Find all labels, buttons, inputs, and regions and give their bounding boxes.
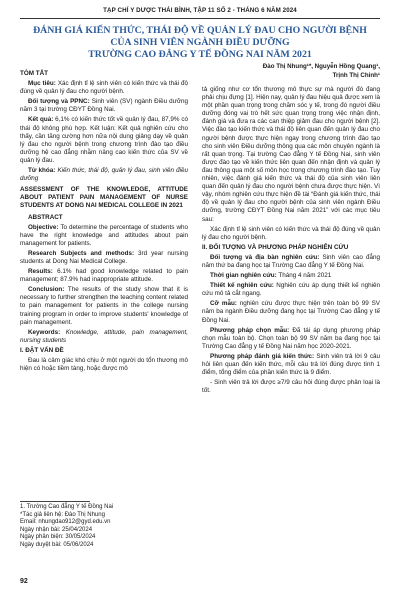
results-vi [20, 116, 188, 165]
label: Thời gian nghiên cứu: [210, 272, 277, 280]
english-title: ASSESSMENT OF THE KNOWLEDGE, ATTITUDE ABOUT PATIENT PAIN MANAGEMENT OF NURSE STUDENTS AT DONG NAI MEDICAL COLLEGE IN 2021 [20, 186, 188, 210]
label: Từ khóa: [28, 167, 56, 175]
label: Objective: [28, 223, 59, 231]
keywords-en [20, 329, 188, 345]
label: Mục tiêu: [28, 80, 56, 88]
title-line: TRƯỜNG CAO ĐẲNG Y TẾ ĐỒNG NAI NĂM 2021 [88, 49, 312, 60]
abstract-heading: ABSTRACT [28, 213, 63, 221]
authors-line: Đào Thị Nhung¹*, Nguyễn Hồng Quang¹, [262, 63, 380, 70]
label: Thiết kế nghiên cứu: [210, 282, 274, 290]
study-time [202, 272, 380, 280]
footnote: Ngày nhận bài: 25/04/2024 [20, 526, 93, 533]
text: Xác định tỉ lệ sinh viên có kiến thức và thái độ đúng về quản lý đau cho người bệnh. [20, 80, 188, 96]
text: Kiến thức, thái độ, quản lý đau, sinh viên điều dưỡng [20, 167, 188, 183]
keywords-vi [20, 167, 188, 183]
subjects [202, 254, 380, 270]
text: Sinh viên cao đẳng năm thứ ba đang học tại Trường Cao đẳng Y tế Đồng Nai. [202, 253, 380, 269]
label: Kết quả: [28, 116, 54, 124]
footnote-rule [20, 501, 90, 502]
text: 6,1% có kiến thức tốt về quản lý đau, 87,9% có thái độ không phù hợp. Kết luận: Kết quả nghiên cứu cho thấy, cần tăng cường hơn nữa nội dung giảng dạy về quản lý đau cho người bệnh trong chương trình đào tạo điều dưỡng hệ cao đẳng nhằm nâng cao kiến thức của SV về quản lý đau. [20, 116, 188, 164]
page-number: 92 [20, 578, 28, 585]
journal-header: TẠP CHÍ Y DƯỢC THÁI BÌNH, TẬP 11 SỐ 2 - THÁNG 6 NĂM 2024 [103, 7, 297, 14]
footnote: Ngày duyệt bài: 05/06/2024 [20, 541, 94, 548]
label: Phương pháp đánh giá kiến thức: [210, 352, 315, 360]
text: nghiên cứu được thực hiện trên toàn bộ 99 SV năm ba ngành Điều dưỡng đang học tại Trường Cao đẳng y tế Đồng Nai. [202, 300, 380, 324]
intro-continued: tả giống như cơ tổn thương mô thực sự mà người đó đang phải chịu đựng [1]. Hiện nay, quản lý đau hiệu quả được xem là một phần quan trọng trong chăm sóc y tế, trong đó người điều dưỡng đóng vai trò hết sức quan trọng trong việc nhận định, đánh giá và đưa ra các can thiệp giảm đau cho người bệnh [2]. Việc đào tạo kiến thức và thái độ liên quan đến quản lý đau cho người bệnh được thực hiện ngay trong chương trình đào tạo cho sinh viên Điều dưỡng thông qua các môn chuyên ngành là rất quan trọng. Tại trường Cao đẳng Y tế Đồng Nai, sinh viên được đào tạo về kiến thức liên quan đến nhận định và quản lý đau thông qua một số môn học trong chương trình đào tạo. Tuy nhiên, việc đánh giá kiến thức và thái độ của sinh viên liên quan đến quản lý đau cho người bệnh chưa được thực hiện. Vì vậy, nhóm nghiên cứu thực hiện đề tài “Đánh giá kiến thức, thái độ về quản lý đau cho người bệnh của sinh viên ngành Điều dưỡng, trường CĐYT Đồng Nai năm 2021” với các mục tiêu sau: [202, 86, 380, 223]
subjects-vi [20, 98, 188, 114]
objective-vi [20, 80, 188, 96]
text: To determine the percentage of students who have the right knowledge and attitudes about pain management for patients. [20, 223, 188, 247]
results-en [20, 268, 188, 284]
section-heading: I. ĐẶT VẤN ĐỀ [20, 346, 64, 354]
label: Keywords: [28, 328, 61, 336]
authors [215, 63, 380, 80]
sampling-method [202, 327, 380, 351]
footnote: Email: nhungdao912@gyd.edu.vn [20, 519, 111, 526]
intro-paragraph: Đau là cảm giác khó chịu ở một người do tổn thương mô hiện có hoặc tiềm tàng, hoặc được mô [20, 357, 188, 373]
text: Knowledge, attitude, pain management, nursing students [20, 328, 188, 344]
methods-en [20, 250, 188, 266]
label: Phương pháp chọn mẫu: [210, 326, 290, 334]
text: Nghiên cứu áp dụng thiết kế nghiên cứu mô tả cắt ngang. [202, 282, 380, 298]
sample-size [202, 300, 380, 324]
authors-line: Trịnh Thị Chinh¹ [332, 71, 380, 79]
summary-heading: TÓM TẮT [20, 70, 48, 77]
label: Đối tượng và địa bàn nghiên cứu: [210, 253, 320, 261]
title-line: ĐÁNH GIÁ KIẾN THỨC, THÁI ĐỘ VỀ QUẢN LÝ ĐAU CHO NGƯỜI BỆNH [33, 25, 367, 36]
study-objective: Xác định tỉ lệ sinh viên có kiến thức và thái độ đúng về quản lý đau cho người bệnh. [202, 225, 380, 241]
classification-rule: - Sinh viên trả lời được ≥7/9 câu hỏi đúng được phân loại là tốt. [202, 379, 380, 395]
section-heading: II. ĐỐI TƯỢNG VÀ PHƯƠNG PHÁP NGHIÊN CỨU [202, 243, 349, 251]
conclusion-en [20, 286, 188, 326]
text: The results of the study show that it is necessary to further strengthen the teaching content related to pain management for patients in the college nursing training program in order to improve students' knowledge of pain management. [20, 286, 188, 326]
footnote: Ngày phản biện: 30/05/2024 [20, 534, 96, 541]
footnotes [20, 504, 188, 550]
text: Sinh viên trả lời 9 câu hỏi liên quan đến kiến thức, mỗi câu trả lời đúng được tính 1 điểm, tổng điểm của phần kiến thức là 9 điểm. [202, 352, 380, 377]
label: Đối tượng và PPNC: [28, 98, 90, 106]
right-column [202, 86, 380, 397]
article-title [22, 25, 378, 61]
footnote: 1. Trường Cao đẳng Y tế Đồng Nai [20, 504, 114, 510]
label: Cỡ mẫu: [210, 300, 237, 308]
text: Tháng 4 năm 2021 [276, 272, 332, 280]
footnote: *Tác giả liên hệ: Đào Thị Nhung [20, 511, 105, 518]
text: 6.1% had good knowledge related to pain management; 87.9% had inappropriate attitude. [20, 268, 188, 284]
objective-en [20, 224, 188, 248]
study-design [202, 282, 380, 298]
text: Đã tái áp dụng phương pháp chọn mẫu toàn bộ. Chọn toàn bộ 99 SV năm ba đang học tại Trường Cao đẳng y tế Đồng Nai năm học 2020-2021. [202, 326, 380, 350]
label: Results: [28, 268, 53, 276]
label: Conclusion: [28, 286, 65, 294]
text: Sinh viên (SV) ngành Điều dưỡng năm 3 tại trường CĐYT Đồng Nai. [20, 98, 188, 114]
text: 3rd year nursing students at Dong Nai Medical College. [20, 249, 188, 265]
assessment-method [202, 353, 380, 377]
label: Research Subjects and methods: [28, 249, 135, 257]
left-column [20, 70, 188, 375]
title-line: CỦA SINH VIÊN NGÀNH ĐIỀU DƯỠNG [110, 37, 290, 48]
header-rule [20, 18, 380, 19]
